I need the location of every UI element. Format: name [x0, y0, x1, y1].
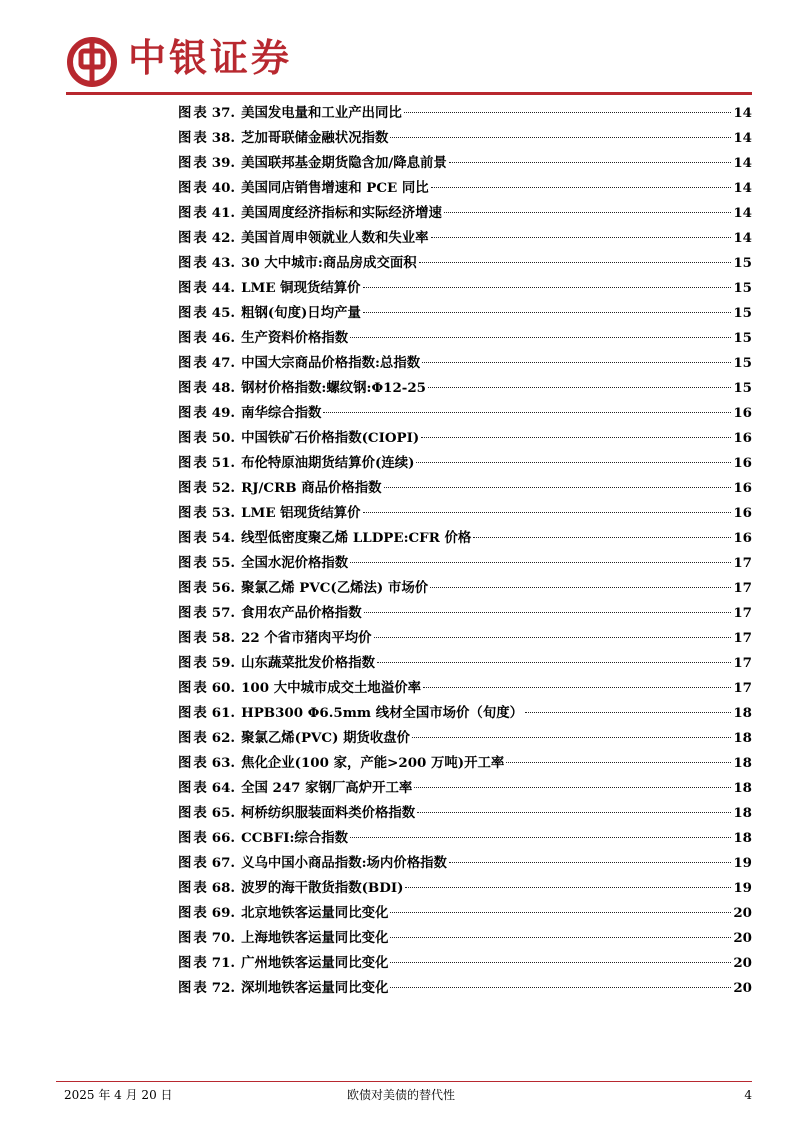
toc-entry-title: 聚氯乙烯(PVC) 期货收盘价: [241, 730, 411, 746]
toc-leader-dots: [405, 887, 731, 888]
toc-entry-number: 48.: [211, 380, 236, 396]
toc-entry-page: 16: [733, 530, 752, 546]
toc-entry-page: 16: [733, 430, 752, 446]
toc-leader-dots: [414, 787, 731, 788]
toc-entry[interactable]: [178, 651, 752, 676]
toc-entry-label: 图表: [178, 805, 209, 821]
toc-leader-dots: [449, 162, 732, 163]
toc-entry[interactable]: [178, 776, 752, 801]
toc-entry-title: 南华综合指数: [241, 405, 322, 421]
toc-leader-dots: [449, 862, 731, 863]
toc-entry-title: 钢材价格指数:螺纹钢:Φ12-25: [241, 380, 426, 396]
toc-entry[interactable]: [178, 826, 752, 851]
toc-entry-number: 54.: [211, 530, 236, 546]
toc-entry-page: 17: [733, 655, 752, 671]
toc-entry[interactable]: [178, 876, 752, 901]
toc-leader-dots: [422, 362, 731, 363]
toc-entry-label: 图表: [178, 230, 209, 246]
toc-entry-number: 65.: [211, 805, 236, 821]
toc-entry-label: 图表: [178, 780, 209, 796]
toc-entry-label: 图表: [178, 580, 209, 596]
toc-leader-dots: [506, 762, 731, 763]
toc-leader-dots: [350, 337, 731, 338]
toc-leader-dots: [390, 987, 731, 988]
toc-entry-page: 18: [733, 805, 752, 821]
toc-entry-title: 全国 247 家钢厂高炉开工率: [241, 780, 413, 796]
toc-entry-title: 广州地铁客运量同比变化: [241, 955, 389, 971]
toc-entry-number: 68.: [211, 880, 236, 896]
toc-entry-number: 47.: [211, 355, 236, 371]
toc-entry[interactable]: [178, 801, 752, 826]
toc-entry-number: 40.: [211, 180, 236, 196]
toc-entry-title: 焦化企业(100 家，产能>200 万吨)开工率: [241, 755, 505, 771]
toc-leader-dots: [423, 687, 731, 688]
toc-entry-label: 图表: [178, 505, 209, 521]
toc-entry-page: 14: [733, 105, 752, 121]
toc-entry-title: 山东蔬菜批发价格指数: [241, 655, 375, 671]
toc-entry-title: 全国水泥价格指数: [241, 555, 349, 571]
toc-leader-dots: [390, 137, 731, 138]
toc-entry[interactable]: [178, 526, 752, 551]
toc-entry-page: 17: [733, 605, 752, 621]
toc-entry-title: 100 大中城市成交土地溢价率: [241, 680, 421, 696]
toc-entry-number: 50.: [211, 430, 236, 446]
toc-entry-page: 16: [733, 505, 752, 521]
toc-entry-page: 14: [733, 230, 752, 246]
toc-entry[interactable]: [178, 751, 752, 776]
toc-entry-title: 柯桥纺织服装面料类价格指数: [241, 805, 416, 821]
toc-entry[interactable]: [178, 251, 752, 276]
toc-entry-page: 18: [733, 705, 752, 721]
toc-entry-page: 20: [733, 905, 752, 921]
toc-leader-dots: [419, 262, 732, 263]
toc-entry[interactable]: [178, 201, 752, 226]
toc-entry-label: 图表: [178, 455, 209, 471]
toc-entry[interactable]: [178, 226, 752, 251]
toc-entry-label: 图表: [178, 555, 209, 571]
toc-entry-page: 18: [733, 780, 752, 796]
toc-entry-title: LME 铝现货结算价: [241, 505, 361, 521]
toc-entry-label: 图表: [178, 430, 209, 446]
toc-entry-page: 14: [733, 130, 752, 146]
toc-entry-label: 图表: [178, 955, 209, 971]
toc-entry[interactable]: [178, 151, 752, 176]
toc-entry-number: 63.: [211, 755, 236, 771]
toc-entry-page: 20: [733, 955, 752, 971]
toc-entry-title: 生产资料价格指数: [241, 330, 349, 346]
toc-leader-dots: [473, 537, 731, 538]
toc-entry[interactable]: [178, 576, 752, 601]
toc-entry[interactable]: [178, 476, 752, 501]
toc-entry-page: 17: [733, 680, 752, 696]
toc-entry-title: 线型低密度聚乙烯 LLDPE:CFR 价格: [241, 530, 472, 546]
toc-entry-title: 30 大中城市:商品房成交面积: [241, 255, 417, 271]
toc-entry-page: 17: [733, 630, 752, 646]
toc-leader-dots: [390, 962, 731, 963]
toc-entry[interactable]: [178, 951, 752, 976]
toc-entry-number: 57.: [211, 605, 236, 621]
toc-entry-title: 上海地铁客运量同比变化: [241, 930, 389, 946]
page-header: [0, 0, 802, 95]
toc-entry[interactable]: [178, 276, 752, 301]
toc-entry-title: 美国发电量和工业产出同比: [241, 105, 402, 121]
toc-entry-title: 中国铁矿石价格指数(CIOPI): [241, 430, 420, 446]
toc-entry-page: 18: [733, 730, 752, 746]
toc-entry-number: 41.: [211, 205, 236, 221]
toc-entry-number: 64.: [211, 780, 236, 796]
toc-entry-label: 图表: [178, 830, 209, 846]
toc-entry-page: 14: [733, 205, 752, 221]
toc-entry-page: 20: [733, 930, 752, 946]
toc-entry[interactable]: [178, 401, 752, 426]
toc-entry[interactable]: [178, 301, 752, 326]
toc-leader-dots: [525, 712, 731, 713]
toc-entry-title: 聚氯乙烯 PVC(乙烯法) 市场价: [241, 580, 429, 596]
toc-leader-dots: [431, 187, 732, 188]
toc-entry-page: 15: [733, 280, 752, 296]
toc-entry-label: 图表: [178, 105, 209, 121]
brand-name: 中银证券: [128, 36, 293, 80]
toc-leader-dots: [384, 487, 732, 488]
toc-entry-page: 20: [733, 980, 752, 996]
toc-leader-dots: [323, 412, 731, 413]
toc-entry-page: 16: [733, 455, 752, 471]
toc-entry-label: 图表: [178, 680, 209, 696]
toc-entry-label: 图表: [178, 755, 209, 771]
toc-entry-label: 图表: [178, 880, 209, 896]
toc-leader-dots: [404, 112, 732, 113]
toc-entry-title: 粗钢(旬度)日均产量: [241, 305, 361, 321]
toc-leader-dots: [350, 837, 731, 838]
toc-entry-title: 深圳地铁客运量同比变化: [241, 980, 389, 996]
toc-entry-label: 图表: [178, 155, 209, 171]
toc-entry-page: 15: [733, 380, 752, 396]
toc-entry-label: 图表: [178, 480, 209, 496]
toc-entry[interactable]: [178, 701, 752, 726]
toc-entry[interactable]: [178, 726, 752, 751]
toc-entry-page: 15: [733, 330, 752, 346]
toc-leader-dots: [430, 587, 731, 588]
toc-entry-title: 义乌中国小商品指数:场内价格指数: [241, 855, 447, 871]
toc-entry-number: 71.: [211, 955, 236, 971]
toc-entry-number: 62.: [211, 730, 236, 746]
toc-leader-dots: [377, 662, 731, 663]
toc-entry-label: 图表: [178, 530, 209, 546]
toc-entry-page: 15: [733, 355, 752, 371]
toc-entry-number: 55.: [211, 555, 236, 571]
bank-of-china-logo-icon: [66, 36, 118, 92]
toc-leader-dots: [374, 637, 732, 638]
table-of-figures: [178, 101, 752, 1001]
toc-entry[interactable]: [178, 851, 752, 876]
toc-entry-title: 美国周度经济指标和实际经济增速: [241, 205, 442, 221]
toc-entry-page: 17: [733, 555, 752, 571]
toc-entry-label: 图表: [178, 405, 209, 421]
toc-entry-number: 60.: [211, 680, 236, 696]
toc-entry-title: 美国首周申领就业人数和失业率: [241, 230, 429, 246]
toc-entry-label: 图表: [178, 280, 209, 296]
toc-entry[interactable]: [178, 926, 752, 951]
toc-entry-number: 58.: [211, 630, 236, 646]
toc-entry-page: 14: [733, 180, 752, 196]
toc-entry-number: 38.: [211, 130, 236, 146]
toc-entry-page: 15: [733, 255, 752, 271]
toc-leader-dots: [428, 387, 731, 388]
toc-entry-label: 图表: [178, 630, 209, 646]
toc-entry-number: 44.: [211, 280, 236, 296]
header-divider: [66, 92, 752, 95]
toc-entry-title: 22 个省市猪肉平均价: [241, 630, 372, 646]
toc-entry[interactable]: [178, 351, 752, 376]
toc-entry-number: 39.: [211, 155, 236, 171]
toc-leader-dots: [416, 462, 731, 463]
toc-entry-label: 图表: [178, 730, 209, 746]
toc-entry-label: 图表: [178, 980, 209, 996]
toc-entry-number: 37.: [211, 105, 236, 121]
toc-entry-page: 15: [733, 305, 752, 321]
toc-entry-page: 18: [733, 830, 752, 846]
toc-leader-dots: [390, 937, 731, 938]
toc-entry-title: 中国大宗商品价格指数:总指数: [241, 355, 421, 371]
toc-leader-dots: [431, 237, 732, 238]
toc-entry[interactable]: [178, 101, 752, 126]
toc-entry[interactable]: [178, 976, 752, 1001]
toc-entry-page: 14: [733, 155, 752, 171]
toc-leader-dots: [364, 612, 732, 613]
toc-entry[interactable]: [178, 626, 752, 651]
toc-entry-number: 72.: [211, 980, 236, 996]
toc-entry-title: 北京地铁客运量同比变化: [241, 905, 389, 921]
toc-entry-page: 19: [733, 855, 752, 871]
toc-entry-number: 66.: [211, 830, 236, 846]
footer-date: 2025 年 4 月 20 日: [64, 1088, 173, 1102]
toc-entry-label: 图表: [178, 255, 209, 271]
toc-entry-page: 17: [733, 580, 752, 596]
toc-entry-title: RJ/CRB 商品价格指数: [241, 480, 382, 496]
toc-leader-dots: [363, 287, 732, 288]
toc-leader-dots: [350, 562, 731, 563]
toc-entry-number: 52.: [211, 480, 236, 496]
toc-entry-number: 56.: [211, 580, 236, 596]
toc-leader-dots: [363, 512, 732, 513]
toc-entry-label: 图表: [178, 355, 209, 371]
toc-entry-label: 图表: [178, 180, 209, 196]
toc-entry-page: 16: [733, 480, 752, 496]
toc-entry-title: 布伦特原油期货结算价(连续): [241, 455, 415, 471]
toc-entry[interactable]: [178, 451, 752, 476]
toc-entry-number: 45.: [211, 305, 236, 321]
toc-leader-dots: [363, 312, 731, 313]
toc-entry-number: 42.: [211, 230, 236, 246]
toc-entry-title: HPB300 Φ6.5mm 线材全国市场价（旬度）: [241, 705, 523, 721]
toc-entry-page: 16: [733, 405, 752, 421]
toc-entry-title: 芝加哥联储金融状况指数: [241, 130, 389, 146]
toc-entry-number: 61.: [211, 705, 236, 721]
toc-entry-number: 51.: [211, 455, 236, 471]
toc-entry-page: 18: [733, 755, 752, 771]
toc-entry-number: 70.: [211, 930, 236, 946]
toc-entry-title: 美国联邦基金期货隐含加/降息前景: [241, 155, 447, 171]
footer-divider: [56, 1081, 752, 1082]
toc-entry[interactable]: [178, 676, 752, 701]
toc-entry-label: 图表: [178, 655, 209, 671]
toc-entry-label: 图表: [178, 130, 209, 146]
toc-leader-dots: [417, 812, 731, 813]
toc-entry-title: 食用农产品价格指数: [241, 605, 362, 621]
footer-page-number: 4: [744, 1088, 752, 1102]
toc-entry-number: 46.: [211, 330, 236, 346]
toc-entry-number: 43.: [211, 255, 236, 271]
toc-entry[interactable]: [178, 126, 752, 151]
toc-entry-title: CCBFI:综合指数: [241, 830, 348, 846]
toc-entry-label: 图表: [178, 205, 209, 221]
footer-title: 欧债对美债的替代性: [346, 1088, 455, 1102]
toc-entry[interactable]: [178, 501, 752, 526]
toc-entry[interactable]: [178, 376, 752, 401]
toc-entry-title: 波罗的海干散货指数(BDI): [241, 880, 404, 896]
toc-entry[interactable]: [178, 176, 752, 201]
toc-entry[interactable]: [178, 901, 752, 926]
toc-entry-number: 67.: [211, 855, 236, 871]
toc-entry-number: 59.: [211, 655, 236, 671]
toc-entry[interactable]: [178, 551, 752, 576]
toc-leader-dots: [444, 212, 731, 213]
toc-leader-dots: [421, 437, 731, 438]
toc-entry-number: 53.: [211, 505, 236, 521]
toc-entry-label: 图表: [178, 905, 209, 921]
toc-entry-label: 图表: [178, 380, 209, 396]
toc-leader-dots: [390, 912, 731, 913]
toc-entry[interactable]: [178, 601, 752, 626]
toc-entry-number: 69.: [211, 905, 236, 921]
toc-entry-label: 图表: [178, 855, 209, 871]
toc-entry[interactable]: [178, 326, 752, 351]
toc-entry-title: 美国同店销售增速和 PCE 同比: [241, 180, 429, 196]
toc-entry-label: 图表: [178, 705, 209, 721]
toc-entry-label: 图表: [178, 605, 209, 621]
toc-entry-page: 19: [733, 880, 752, 896]
toc-entry[interactable]: [178, 426, 752, 451]
toc-leader-dots: [412, 737, 731, 738]
toc-entry-label: 图表: [178, 930, 209, 946]
toc-entry-label: 图表: [178, 330, 209, 346]
toc-entry-number: 49.: [211, 405, 236, 421]
toc-entry-label: 图表: [178, 305, 209, 321]
toc-entry-title: LME 铜现货结算价: [241, 280, 361, 296]
